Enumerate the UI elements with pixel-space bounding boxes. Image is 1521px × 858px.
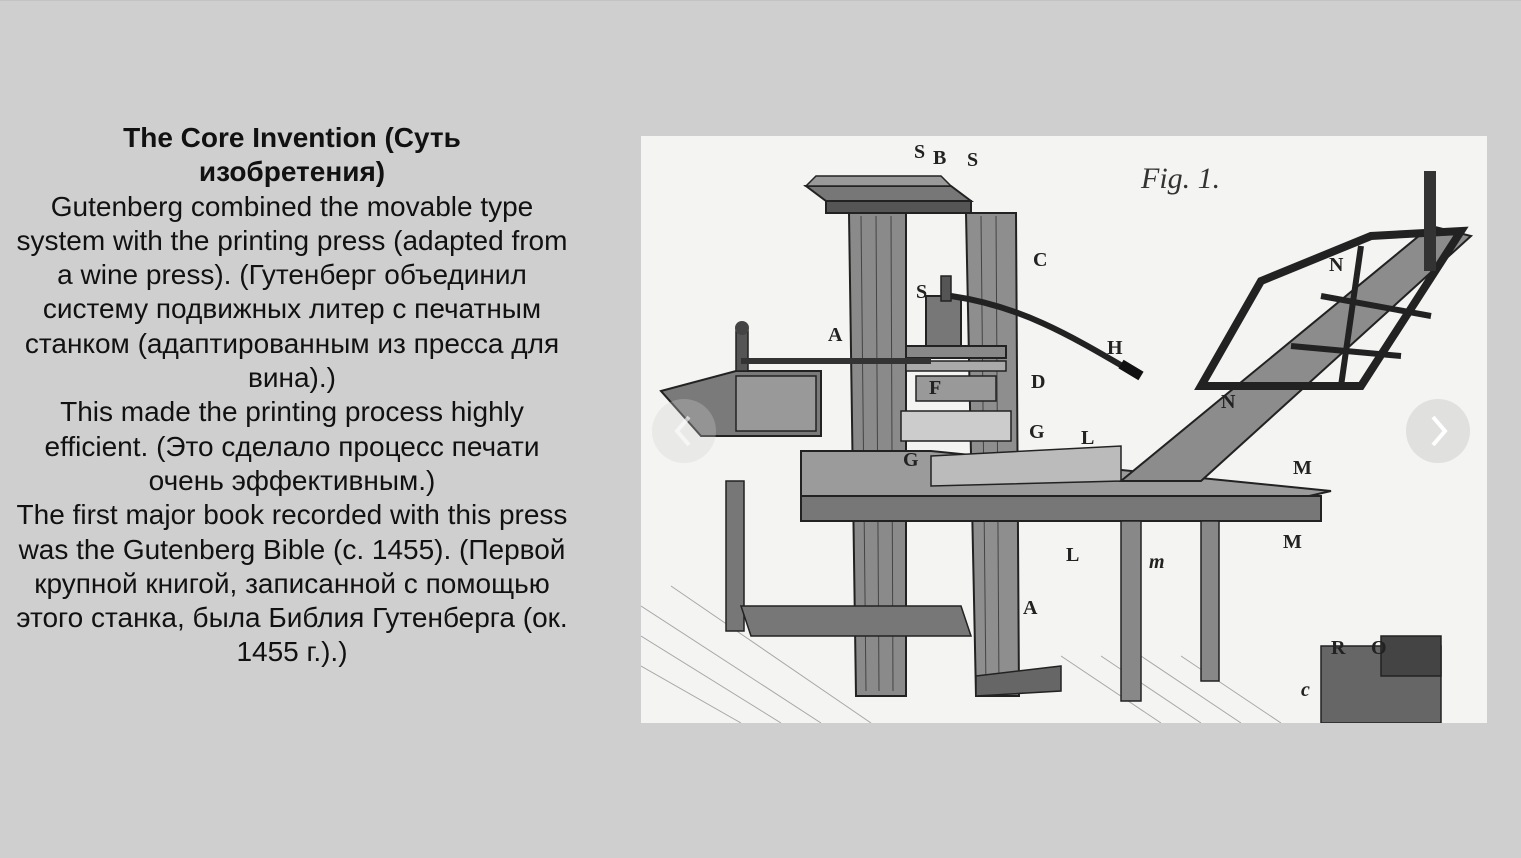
svg-text:B: B [933, 147, 947, 169]
svg-text:F: F [929, 377, 942, 399]
svg-text:N: N [1221, 391, 1236, 413]
svg-text:G: G [903, 449, 919, 471]
svg-text:O: O [1371, 637, 1387, 659]
svg-text:H: H [1107, 337, 1123, 359]
printing-press-illustration [641, 136, 1487, 723]
svg-text:c: c [1301, 679, 1310, 701]
svg-text:S: S [914, 141, 926, 163]
svg-text:M: M [1283, 531, 1302, 553]
chevron-right-icon [1423, 411, 1453, 451]
svg-text:D: D [1031, 371, 1046, 393]
svg-text:N: N [1329, 254, 1344, 276]
slide-title: The Core Invention (Суть изобретения) [123, 122, 461, 188]
svg-text:A: A [1023, 597, 1038, 619]
svg-text:S: S [967, 149, 979, 171]
previous-slide-button[interactable] [652, 399, 716, 463]
text-column [8, 121, 576, 670]
paragraph-2: This made the printing process highly efficient. (Это сделало процесс печати очень эффективным.) [44, 396, 540, 496]
paragraph-3: The first major book recorded with this press was the Gutenberg Bible (c. 1455). (Первой крупной книгой, записанной с помощью этого станка, была Библия Гутенберга (ок. 1455 г.).) [16, 499, 568, 668]
svg-text:Fig. 1.: Fig. 1. [1141, 162, 1221, 195]
printing-press-drawing [641, 136, 1487, 723]
svg-text:G: G [1029, 421, 1045, 443]
chevron-left-icon [669, 411, 699, 451]
svg-text:A: A [828, 324, 843, 346]
paragraph-1: Gutenberg combined the movable type system with the printing press (adapted from a wine press). (Гутенберг объединил систему подвижных литер с печатным станком (адаптированным из пресса для вина).) [16, 190, 568, 394]
svg-text:M: M [1293, 457, 1312, 479]
svg-text:L: L [1081, 427, 1095, 449]
svg-text:C: C [1033, 249, 1048, 271]
svg-text:S: S [916, 281, 928, 303]
svg-text:m: m [1149, 551, 1165, 573]
svg-text:L: L [1066, 544, 1080, 566]
svg-text:R: R [1331, 637, 1346, 659]
next-slide-button[interactable] [1406, 399, 1470, 463]
